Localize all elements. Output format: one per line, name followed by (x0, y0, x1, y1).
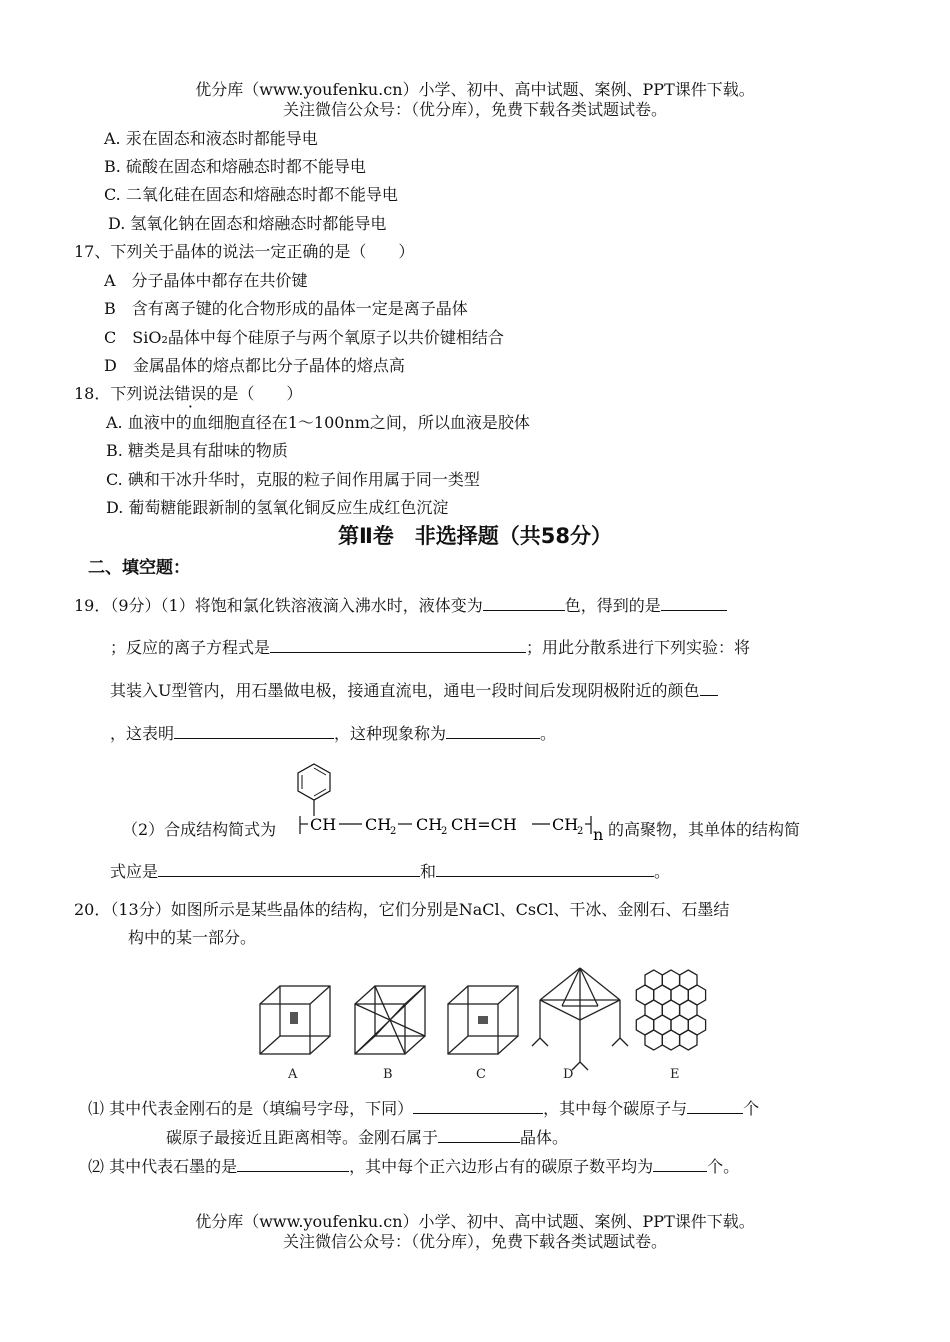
q20-text: ⑴ 其中代表金刚石的是（填编号字母，下同） (88, 1099, 414, 1118)
figure-label-e: E (670, 1067, 680, 1082)
q18-option-a: A. 血液中的血细胞直径在1～100nm之间，所以血液是胶体 (106, 413, 530, 432)
benzene-ring (298, 764, 330, 800)
q17-option-c: C SiO₂晶体中每个硅原子与两个氧原子以共价键相结合 (104, 328, 504, 347)
q18-option-c: C. 碘和干冰升华时，克服的粒子间作用属于同一类型 (106, 470, 480, 489)
polymer-structure-formula (292, 758, 612, 844)
q18-stem-emphasis: 错误 (174, 384, 207, 403)
answer-blank-product[interactable] (661, 594, 727, 611)
q20-line-1: 20．（13分）如图所示是某些晶体的结构，它们分别是NaCl、CsCl、干冰、金刚石、石墨结 (74, 900, 730, 919)
part2-title: 第Ⅱ卷 非选择题（共58分） (337, 524, 613, 548)
formula-ch2-b: CH (416, 815, 443, 834)
q19-text: ；反应的离子方程式是 (110, 638, 271, 657)
figure-label-a: A (288, 1067, 298, 1082)
q20-text: ，其中每个碳原子与 (543, 1099, 688, 1118)
crystal-a-nacl-or-cscl (260, 986, 330, 1054)
q19-text: 。 (654, 862, 671, 881)
formula-ch-double-ch: CH=CH (451, 815, 517, 834)
q19-line-6 (110, 860, 670, 883)
q18-option-d: D. 葡萄糖能跟新制的氢氧化铜反应生成红色沉淀 (106, 498, 449, 517)
q16-option-d: D. 氢氧化钠在固态和熔融态时都能导电 (108, 214, 387, 233)
q18-stem-suffix: 的是（ ） (206, 384, 303, 403)
formula-ch: CH (310, 815, 337, 834)
q20-sub1-line-2 (166, 1126, 568, 1149)
answer-blank-diamond-crystal-type[interactable] (438, 1126, 520, 1143)
crystal-d-diamond-like (532, 968, 628, 1070)
q19-part2-suffix: 的高聚物，其单体的结构简 (608, 820, 801, 839)
q20-text: 个 (743, 1099, 760, 1118)
q20-line-2: 构中的某一部分。 (128, 928, 257, 947)
figure-label-b: B (383, 1067, 393, 1082)
q20-text: ⑵ 其中代表石墨的是 (88, 1157, 238, 1176)
formula-sub2-c: 2 (577, 826, 584, 837)
section2-title: 二、填空题： (88, 558, 190, 578)
answer-blank-graphite-letter[interactable] (237, 1155, 349, 1172)
figure-label-c: C (476, 1067, 486, 1082)
q19-line-3 (110, 679, 718, 702)
q17-stem: 17、下列关于晶体的说法一定正确的是（ ） (74, 242, 415, 261)
q19-text: 色，得到的是 (564, 596, 661, 615)
q19-text: 。 (540, 724, 557, 743)
answer-blank-color[interactable] (483, 594, 565, 611)
crystal-e-graphite-honeycomb (636, 970, 705, 1050)
q19-text: ；用此分散系进行下列实验：将 (526, 638, 751, 657)
answer-blank-monomer-2[interactable] (436, 860, 654, 877)
answer-blank-diamond-letter[interactable] (413, 1097, 543, 1114)
answer-blank-monomer-1[interactable] (158, 860, 420, 877)
crystal-structures-figure (250, 960, 720, 1085)
q19-text: 19．（9分）（1）将饱和氯化铁溶液滴入沸水时，液体变为 (74, 596, 483, 615)
answer-blank-phenomenon[interactable] (446, 722, 540, 739)
q17-option-b: B 含有离子键的化合物形成的晶体一定是离子晶体 (104, 299, 468, 318)
header-line-1: 优分库（www.youfenku.cn）小学、初中、高中试题、案例、PPT课件下载。 (195, 80, 755, 99)
formula-sub2-b: 2 (441, 826, 448, 837)
footer-line-2: 关注微信公众号：（优分库），免费下载各类试题试卷。 (282, 1232, 667, 1251)
q19-line-1 (74, 594, 727, 617)
q19-line-4 (110, 722, 556, 745)
q19-text: 式应是 (110, 862, 159, 881)
q19-line-2 (110, 636, 750, 659)
crystal-c-structure (448, 986, 518, 1054)
figure-label-d: D (563, 1067, 574, 1082)
hexagon-cell (662, 1030, 679, 1050)
q20-text: 碳原子最接近且距离相等。金刚石属于 (166, 1128, 439, 1147)
q20-text: 晶体。 (520, 1128, 569, 1147)
answer-blank-ionic-equation[interactable] (270, 636, 526, 653)
formula-ch2-a: CH (365, 815, 392, 834)
answer-blank-indicates[interactable] (174, 722, 334, 739)
crystal-b-structure (355, 986, 425, 1054)
q20-sub2-line (88, 1155, 739, 1178)
footer-line-1: 优分库（www.youfenku.cn）小学、初中、高中试题、案例、PPT课件下载。 (195, 1212, 755, 1231)
formula-sub2-a: 2 (390, 826, 397, 837)
q19-text: ，这表明 (110, 724, 175, 743)
q16-option-b: B. 硫酸在固态和熔融态时都不能导电 (104, 157, 366, 176)
q19-text: 其装入U型管内，用石墨做电极，接通直流电，通电一段时间后发现阴极附近的颜色 (110, 681, 700, 700)
q20-text: ，其中每个正六边形占有的碳原子数平均为 (349, 1157, 654, 1176)
q20-sub1-line-1 (88, 1097, 759, 1120)
q17-option-d: D 金属晶体的熔点都比分子晶体的熔点高 (104, 356, 405, 375)
q18-stem-prefix: 18．下列说法 (74, 384, 175, 403)
q19-text: 和 (420, 862, 437, 881)
q17-option-a: A 分子晶体中都存在共价键 (104, 271, 308, 290)
q16-option-c: C. 二氧化硅在固态和熔融态时都不能导电 (104, 185, 398, 204)
formula-n: n (593, 825, 604, 844)
q16-option-a: A. 汞在固态和液态时都能导电 (104, 129, 318, 148)
q20-text: 个。 (707, 1157, 740, 1176)
q18-option-b: B. 糖类是具有甜味的物质 (106, 441, 288, 460)
header-line-2: 关注微信公众号：（优分库），免费下载各类试题试卷。 (282, 100, 667, 119)
answer-blank-cathode-color[interactable] (700, 679, 718, 696)
formula-ch2-c: CH (552, 815, 579, 834)
q18-stem (74, 383, 302, 405)
answer-blank-diamond-neighbors[interactable] (687, 1097, 743, 1114)
hexagon-cell (645, 1030, 662, 1050)
q19-text: ，这种现象称为 (334, 724, 447, 743)
q19-part2-prefix: （2）合成结构简式为 (122, 820, 277, 839)
hexagon-cell (680, 1030, 697, 1050)
answer-blank-graphite-atoms[interactable] (653, 1155, 707, 1172)
